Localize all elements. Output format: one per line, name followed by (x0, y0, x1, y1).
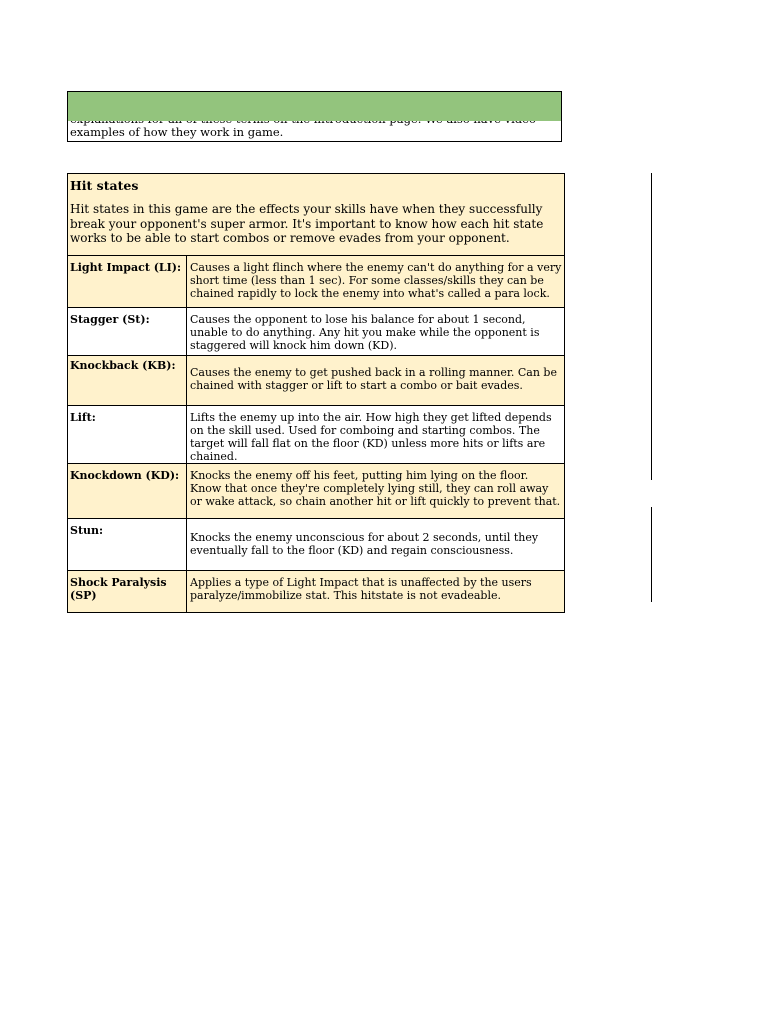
table-row (68, 356, 565, 406)
term-cell: Lift: (68, 406, 187, 464)
description-cell: Knocks the enemy unconscious for about 2 seconds, until they eventually fall to the floor (KD) and regain consciousness. (187, 519, 565, 571)
term-cell: Shock Paralysis (SP) (68, 571, 187, 613)
hit-states-header-row (68, 174, 565, 256)
intro-note-box (67, 91, 562, 142)
description-cell: Lifts the enemy up into the air. How high they get lifted depends on the skill used. Used for comboing and starting combos. The target will fall flat on the floor (KD) unless more hits or lifts are chained. (187, 406, 565, 464)
description-cell: Knocks the enemy off his feet, putting him lying on the floor. Know that once they're completely lying still, they can roll away or wake attack, so chain another hit or lift quickly to prevent that. (187, 464, 565, 519)
table-row (68, 519, 565, 571)
hit-states-table (67, 173, 565, 613)
term-cell: Knockback (KB): (68, 356, 187, 406)
column-divider-line (651, 507, 652, 602)
column-divider-line (651, 173, 652, 480)
description-cell: Causes the enemy to get pushed back in a rolling manner. Can be chained with stagger or lift to start a combo or bait evades. (187, 356, 565, 406)
hit-states-title: Hit states (70, 178, 139, 193)
table-row (68, 406, 565, 464)
table-row (68, 256, 565, 308)
table-row (68, 571, 565, 613)
table-row (68, 464, 565, 519)
table-row (68, 308, 565, 356)
hit-states-header-cell (68, 174, 565, 256)
term-cell: Stagger (St): (68, 308, 187, 356)
intro-note-line-2: examples of how they work in game. (70, 125, 284, 139)
green-header-band (68, 92, 561, 121)
term-cell: Stun: (68, 519, 187, 571)
term-cell: Light Impact (LI): (68, 256, 187, 308)
description-cell: Causes the opponent to lose his balance for about 1 second, unable to do anything. Any hit you make while the opponent is staggered will knock him down (KD). (187, 308, 565, 356)
hit-states-intro: Hit states in this game are the effects your skills have when they successfully break your opponent's super armor. It's important to know how each hit state works to be able to start combos or remove evades from your opponent. (70, 202, 544, 245)
description-cell: Applies a type of Light Impact that is unaffected by the users paralyze/immobilize stat. This hitstate is not evadeable. (187, 571, 565, 613)
description-cell: Causes a light flinch where the enemy can't do anything for a very short time (less than 1 sec). For some classes/skills they can be chained rapidly to lock the enemy into what's called a para lock. (187, 256, 565, 308)
term-cell: Knockdown (KD): (68, 464, 187, 519)
